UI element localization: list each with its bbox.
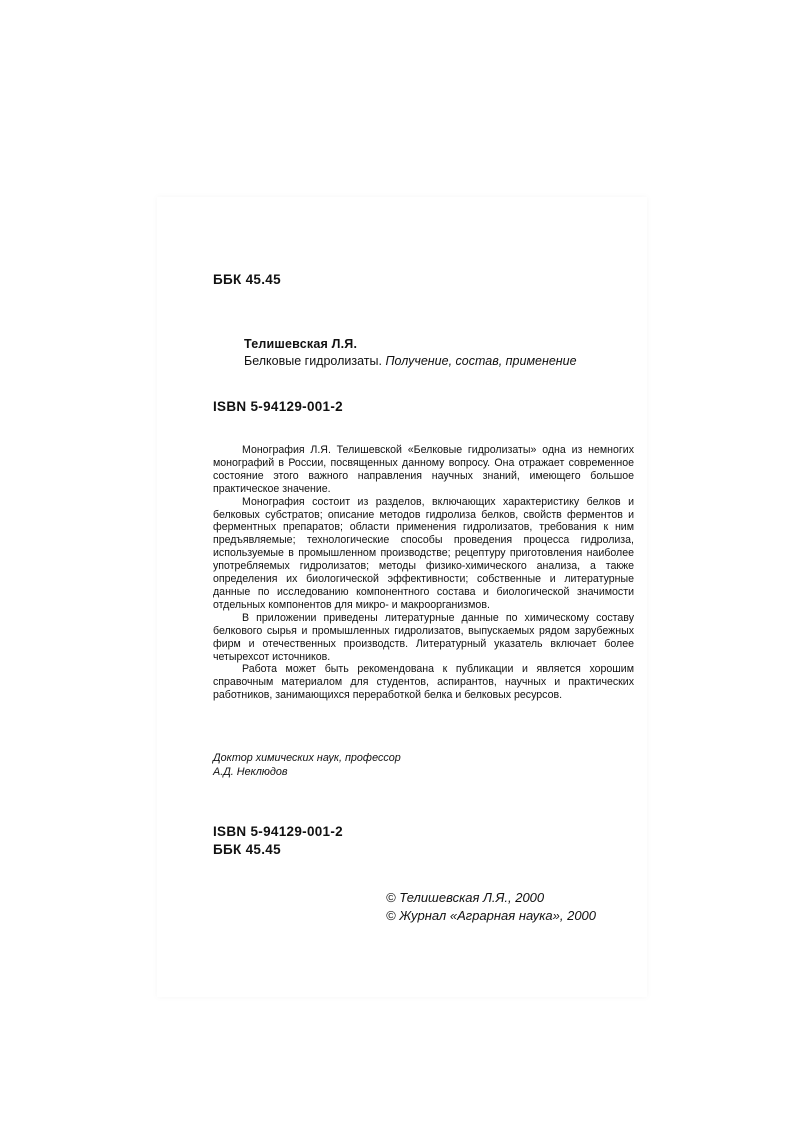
- review-paragraph: В приложении приведены литературные данные по химическому составу белкового сырья и промышленных гидролизатов, выпускаемых рядом зарубежных фирм и отечественных производств. Литературный указатель включает более четырехсот источников.: [213, 611, 634, 663]
- reviewer-block: [213, 752, 401, 779]
- book-subtitle: Получение, состав, применение: [385, 354, 577, 368]
- reviewer-name: А.Д. Неклюдов: [213, 765, 288, 778]
- isbn-bottom: ISBN 5-94129-001-2: [213, 824, 343, 839]
- copyright-block: [386, 889, 596, 925]
- book-title-line: [244, 354, 577, 368]
- isbn-top: ISBN 5-94129-001-2: [213, 399, 343, 414]
- book-title: Белковые гидролизаты.: [244, 354, 382, 368]
- review-paragraph: Работа может быть рекомендована к публикации и является хорошим справочным материалом для студентов, аспирантов, научных и практических работников, занимающихся переработкой белка и белковых ресурсов.: [213, 663, 634, 702]
- review-paragraph: Монография Л.Я. Телишевской «Белковые гидролизаты» одна из немногих монографий в России, посвященных данному вопросу. Она отражает современное состояние этого важного направления научных знаний, имеющего большое практическое значение.: [213, 444, 634, 495]
- review-paragraph: Монография состоит из разделов, включающих характеристику белков и белковых субстратов; описание методов гидролиза белков, свойств ферментов и ферментных препаратов; области применения гидролизатов, требования к ним предъявляемые; технологические способы проведения процесса гидролиза, используемые в промышленном производстве; рецептуру приготовления наиболее употребляемых гидролизатов; методы физико-химического анализа, а также определения их биологической эффективности; собственные и литературные данные по исследованию компонентного состава и биологической значимости отдельных компонентов для микро- и макроорганизмов.: [213, 495, 634, 611]
- bbk-code-top: ББК 45.45: [213, 272, 281, 287]
- reviewer-title: Доктор химических наук, профессор: [213, 752, 401, 764]
- codes-bottom-block: [213, 823, 343, 859]
- copyright-publisher: © Журнал «Аграрная наука», 2000: [386, 908, 597, 923]
- bbk-code-bottom: ББК 45.45: [213, 842, 281, 857]
- copyright-author: © Телишевская Л.Я., 2000: [386, 890, 545, 905]
- author-name: Телишевская Л.Я.: [244, 337, 358, 351]
- review-text: [213, 444, 634, 702]
